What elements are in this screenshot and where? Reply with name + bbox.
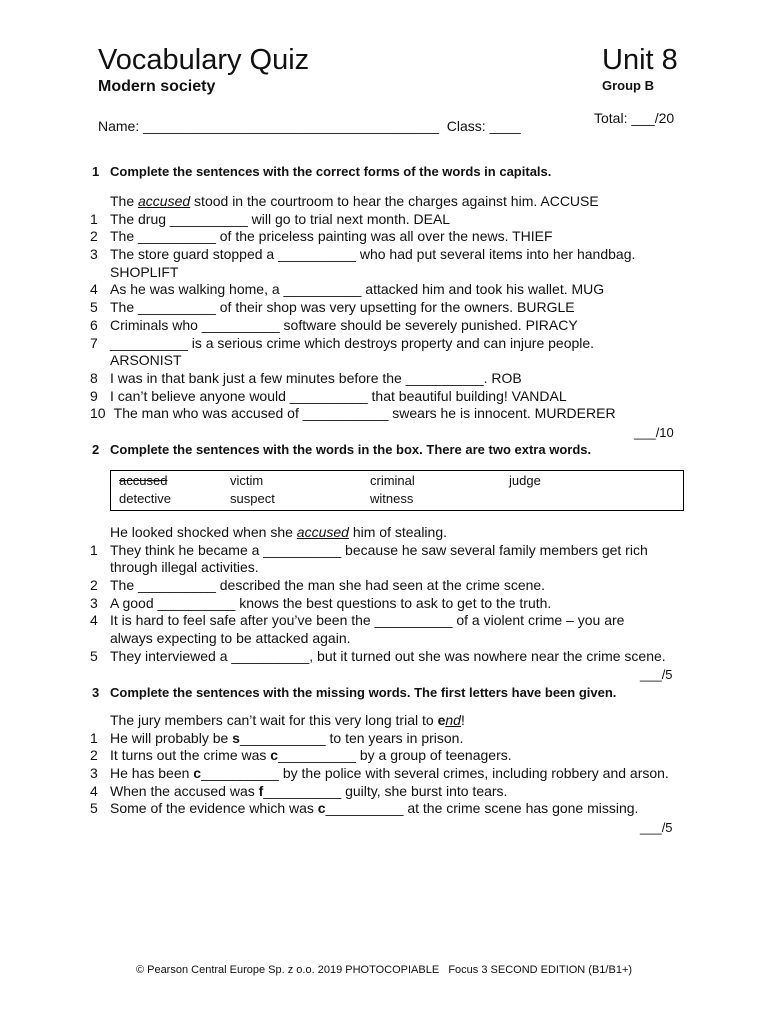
list-item: 8 I was in that bank just a few minutes before the __________. ROB (90, 369, 522, 386)
list-item: SHOPLIFT (110, 263, 179, 280)
section1-example: The accused stood in the courtroom to hear the charges against him. ACCUSE (110, 193, 599, 209)
box-word: suspect (230, 491, 275, 506)
list-item: 1 They think he became a __________ because he saw several family members get rich (90, 541, 648, 558)
section1-number: 1 (92, 164, 100, 179)
section1-exercise (90, 193, 635, 423)
list-item: 9 I can’t believe anyone would __________ that beautiful building! VANDAL (90, 387, 567, 404)
section2-instruction: Complete the sentences with the words in the box. There are two extra words. (110, 442, 592, 457)
list-item: through illegal activities. (110, 559, 259, 576)
section3-exercise (90, 712, 669, 818)
box-word: detective (119, 491, 172, 506)
copyright-footer: © Pearson Central Europe Sp. z o.o. 2019 PHOTOCOPIABLE Focus 3 SECOND EDITION (B1/B1+) (135, 964, 633, 976)
group-label: Group B (602, 78, 654, 93)
list-item: 3 A good __________ knows the best questions to ask to get to the truth. (90, 594, 552, 611)
section3-example: The jury members can’t wait for this very long trial to end! (110, 712, 465, 728)
list-item: 1 He will probably be s___________ to ten years in prison. (90, 729, 464, 746)
section3-score: ___/5 (640, 820, 673, 835)
list-item: 1 The drug __________ will go to trial next month. DEAL (90, 210, 451, 227)
list-item: ARSONIST (110, 352, 182, 369)
name-class-line: Name: ______________________________________ Class: ____ (98, 118, 521, 134)
list-item: 5 Some of the evidence which was c__________ at the crime scene has gone missing. (90, 800, 639, 817)
list-item: 2 The __________ described the man she had seen at the crime scene. (90, 577, 546, 594)
list-item: 4 It is hard to feel safe after you’ve been the __________ of a violent crime – you are (90, 612, 625, 629)
list-item: 4 As he was walking home, a __________ attacked him and took his wallet. MUG (90, 281, 605, 298)
box-word: judge (509, 473, 541, 488)
box-word: criminal (370, 473, 415, 488)
total-score: Total: ___/20 (594, 110, 675, 126)
page-title: Vocabulary Quiz (98, 44, 310, 76)
list-item: 3 The store guard stopped a __________ who had put several items into her handbag. (90, 246, 636, 263)
list-item: 10 The man who was accused of ___________ swears he is innocent. MURDERER (90, 405, 616, 422)
list-item: 7 __________ is a serious crime which destroys property and can injure people. (90, 334, 595, 351)
word-box (110, 470, 684, 511)
section1-score: ___/10 (634, 425, 674, 440)
list-item: 4 When the accused was f__________ guilty, she burst into tears. (90, 782, 508, 799)
box-word: accused (119, 473, 168, 488)
box-word: victim (230, 473, 264, 488)
list-item: 2 The __________ of the priceless painting was all over the news. THIEF (90, 228, 553, 245)
page-subtitle: Modern society (98, 78, 216, 95)
unit-label: Unit 8 (602, 44, 678, 76)
list-item: 3 He has been c__________ by the police with several crimes, including robbery and arson. (90, 765, 669, 782)
section3-instruction: Complete the sentences with the missing words. The first letters have been given. (110, 685, 617, 700)
section2-example: He looked shocked when she accused him of stealing. (110, 524, 448, 540)
list-item: 5 They interviewed a __________, but it turned out she was nowhere near the crime scene. (90, 647, 666, 664)
list-item: 2 It turns out the crime was c__________ by a group of teenagers. (90, 747, 512, 764)
section2-score: ___/5 (640, 667, 673, 682)
section1-instruction: Complete the sentences with the correct forms of the words in capitals. (110, 164, 552, 179)
box-word: witness (370, 491, 414, 506)
section3-number: 3 (92, 685, 100, 700)
list-item: 6 Criminals who __________ software should be severely punished. PIRACY (90, 316, 578, 333)
list-item: always expecting to be attacked again. (110, 630, 351, 647)
section2-exercise (90, 524, 666, 666)
list-item: 5 The __________ of their shop was very upsetting for the owners. BURGLE (90, 299, 575, 316)
section2-number: 2 (92, 442, 100, 457)
